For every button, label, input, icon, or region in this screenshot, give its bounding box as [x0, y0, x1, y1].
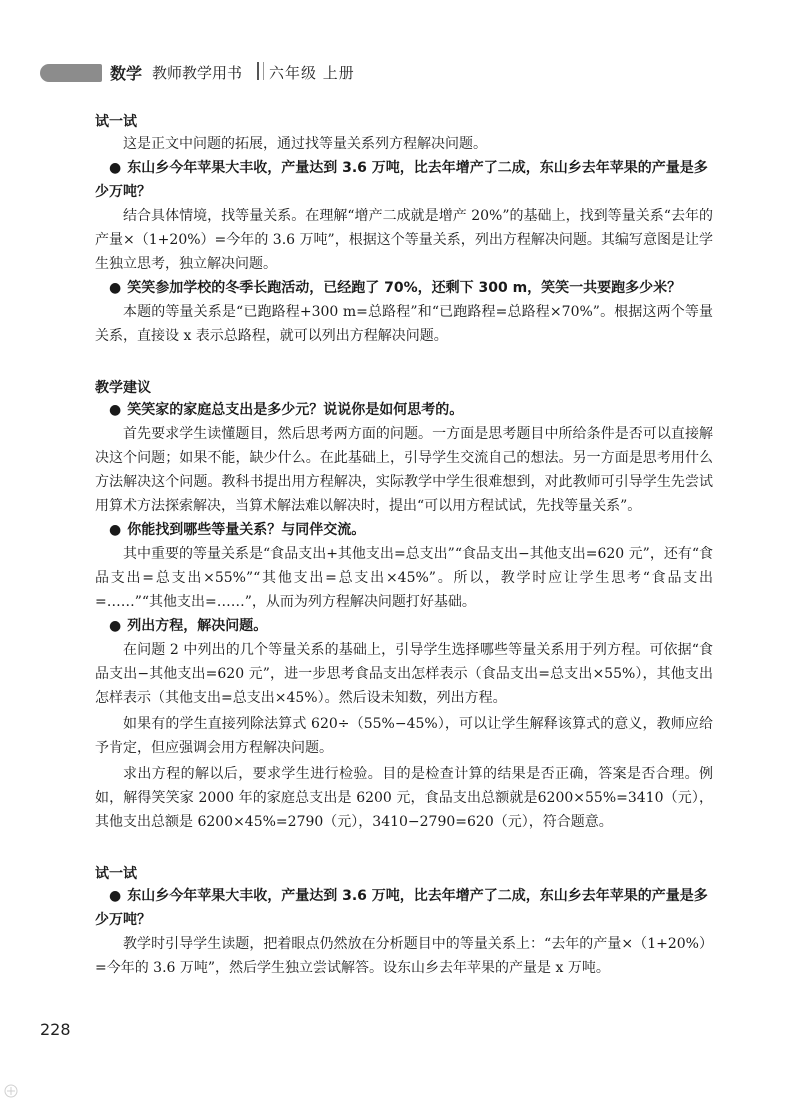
page-number: 228 [40, 1020, 71, 1039]
paragraph: 这是正文中问题的拓展，通过找等量关系列方程解决问题。 [123, 136, 487, 152]
bullet-icon: ● [109, 618, 122, 634]
section-title-try: 试一试 [95, 866, 137, 882]
section-title-suggestions: 教学建议 [95, 380, 151, 396]
bullet-icon: ● [109, 522, 122, 538]
bullet-icon: ● [109, 888, 122, 904]
section-title-try: 试一试 [95, 114, 137, 130]
page-header [0, 56, 800, 92]
paragraph: 教学时引导学生读题，把着眼点仍然放在分析题目中的等量关系上：“去年的产量×（1+20%）=今年的 3.6 万吨”，然后学生独立尝试解答。设东山乡去年苹果的产量是 x 万吨。 [95, 936, 713, 976]
header-book-title: 教师教学用书 [152, 64, 243, 82]
bullet-text: 笑笑家的家庭总支出是多少元？说说你是如何思考的。 [127, 402, 464, 418]
bullet-icon: ● [109, 280, 122, 296]
paragraph: 在问题 2 中列出的几个等量关系的基础上，引导学生选择哪些等量关系用于列方程。可依据“食品支出−其他支出=620 元”，进一步思考食品支出怎样表示（食品支出=总支出×55%），其他支出怎样表示（其他支出=总支出×45%）。然后设未知数，列出方程。 [95, 642, 713, 706]
bullet-text: 东山乡今年苹果大丰收，产量达到 3.6 万吨，比去年增产了二成，东山乡去年苹果的产量是多少万吨？ [95, 888, 708, 928]
paragraph: 本题的等量关系是“已跑路程+300 m=总路程”和“已跑路程=总路程×70%”。根据这两个等量关系，直接设 x 表示总路程，就可以列出方程解决问题。 [95, 304, 713, 344]
header-separator [257, 62, 264, 80]
bullet-text: 东山乡今年苹果大丰收，产量达到 3.6 万吨，比去年增产了二成，东山乡去年苹果的产量是多少万吨？ [95, 160, 708, 200]
bullet-icon: ● [109, 402, 122, 418]
paragraph: 如果有的学生直接列除法算式 620÷（55%−45%），可以让学生解释该算式的意义，教师应给予肯定，但应强调会用方程解决问题。 [95, 716, 713, 756]
header-grade: 六年级 上册 [269, 64, 355, 82]
bullet-text: 笑笑参加学校的冬季长跑活动，已经跑了 70%，还剩下 300 m，笑笑一共要跑多少米？ [127, 280, 682, 296]
paragraph: 首先要求学生读懂题目，然后思考两方面的问题。一方面是思考题目中所给条件是否可以直接解决这个问题；如果不能，缺少什么。在此基础上，引导学生交流自己的想法。另一方面是思考用什么方法解决这个问题。教科书提出用方程解决，实际教学中学生很难想到，对此教师可引导学生先尝试用算术方法探索解决，当算术解法难以解决时，提出“可以用方程试试，先找等量关系”。 [95, 426, 713, 514]
page-content [95, 112, 713, 980]
bullet-question [95, 614, 713, 638]
bullet-text: 你能找到哪些等量关系？与同伴交流。 [127, 522, 366, 538]
bullet-icon: ● [109, 160, 122, 176]
paragraph: 结合具体情境，找等量关系。在理解“增产二成就是增产 20%”的基础上，找到等量关系“去年的产量×（1+20%）=今年的 3.6 万吨”，根据这个等量关系，列出方程解决问题。其编写意图是让学生独立思考，独立解决问题。 [95, 208, 713, 272]
bullet-question [95, 884, 713, 932]
paragraph: 求出方程的解以后，要求学生进行检验。目的是检查计算的结果是否正确，答案是否合理。例如，解得笑笑家 2000 年的家庭总支出是 6200 元，食品支出总额就是6200×55%=3410（元），其他支出总额是 6200×45%=2790（元），3410−2790=620（元），符合题意。 [95, 766, 713, 830]
paragraph: 其中重要的等量关系是“食品支出+其他支出=总支出”“食品支出−其他支出=620 元”，还有“食品支出=总支出×55%”“其他支出=总支出×45%”。所以，教学时应让学生思考“食品支出=……”“其他支出=……”，从而为列方程解决问题打好基础。 [95, 546, 713, 610]
header-decoration-bar [40, 64, 102, 82]
bullet-text: 列出方程，解决问题。 [127, 618, 268, 634]
watermark-icon [4, 1084, 18, 1098]
watermark-logo [4, 1084, 64, 1108]
bullet-question [95, 518, 713, 542]
bullet-question [95, 398, 713, 422]
bullet-question [95, 276, 713, 300]
header-subject: 数学 [110, 64, 143, 83]
bullet-question [95, 156, 713, 204]
